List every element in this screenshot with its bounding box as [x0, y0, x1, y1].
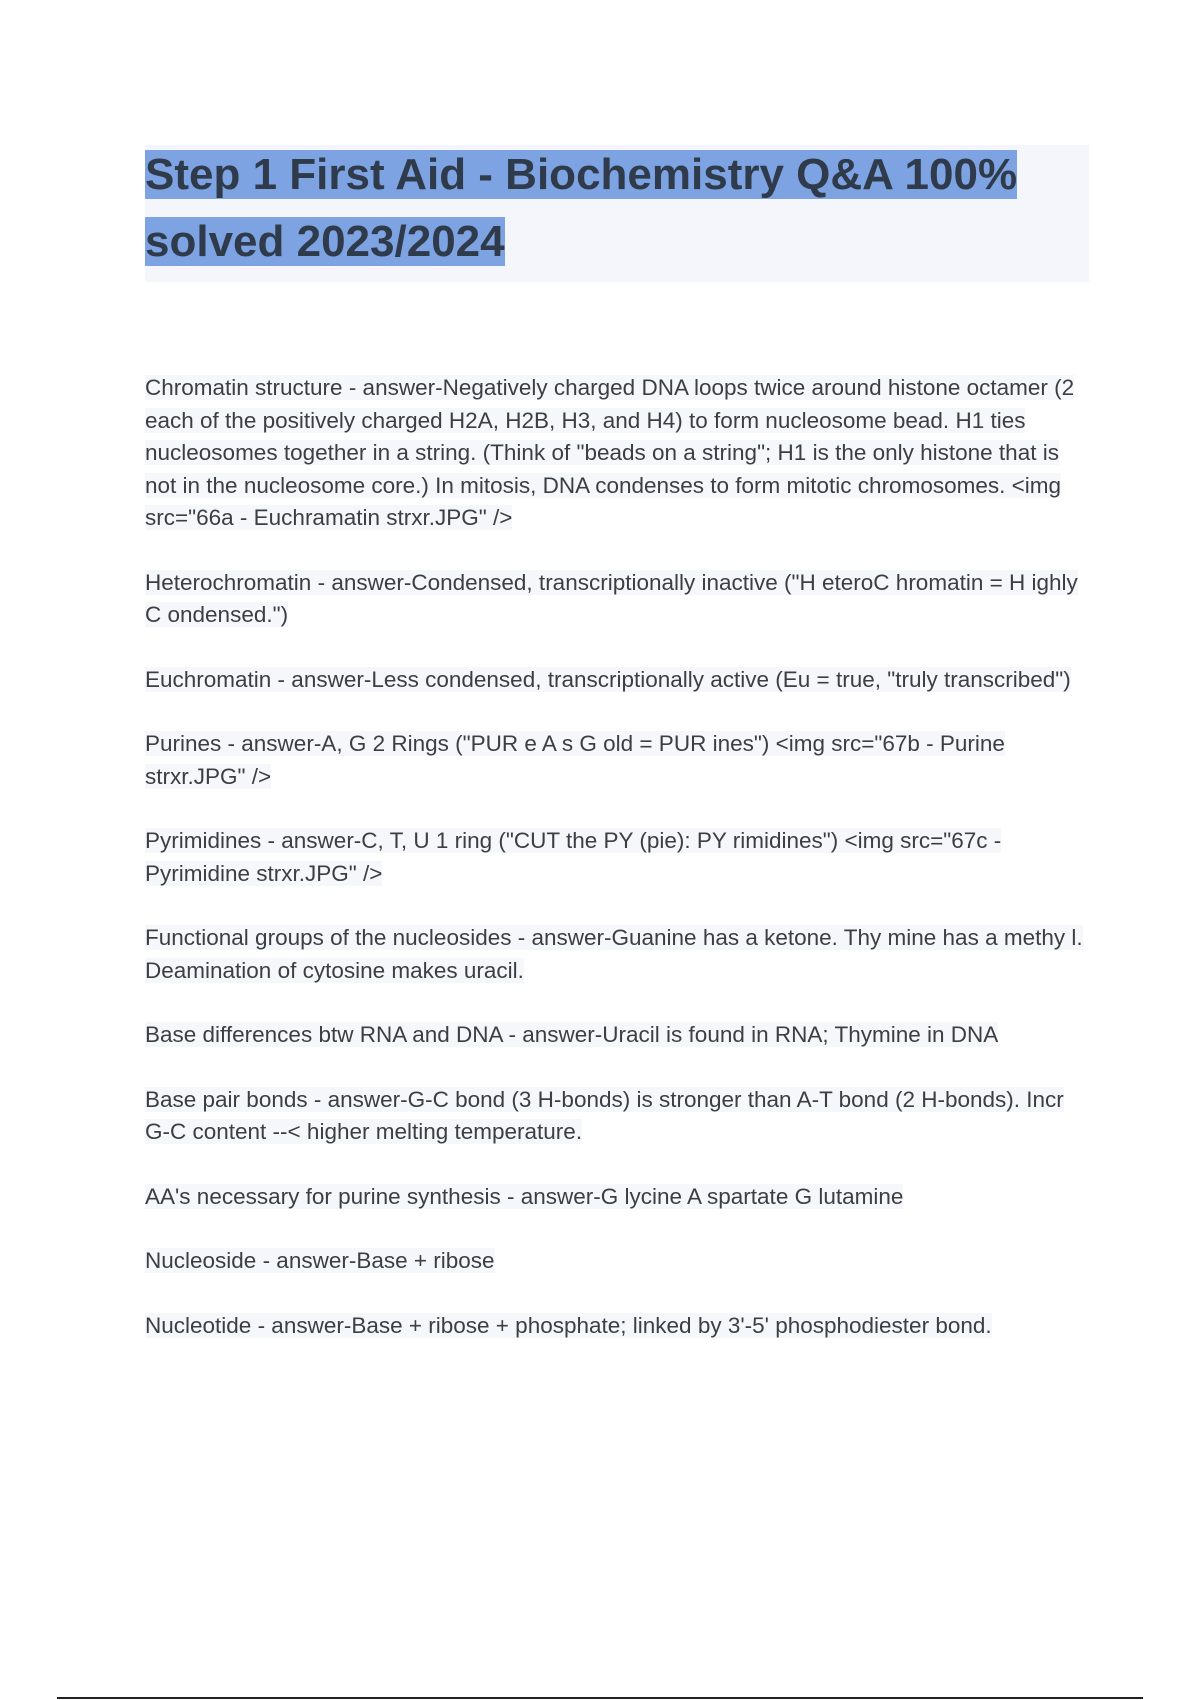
qa-item-functional-groups: Functional groups of the nucleosides - answer-Guanine has a ketone. Thy mine has a methy l. Deamination of cytosine makes uracil. — [145, 925, 1083, 983]
qa-item-nucleotide: Nucleotide - answer-Base + ribose + phosphate; linked by 3'-5' phosphodiester bond. — [145, 1312, 992, 1338]
qa-item-euchromatin: Euchromatin - answer-Less condensed, transcriptionally active (Eu = true, "truly transcribed") — [145, 666, 1071, 692]
qa-list — [145, 372, 1090, 1374]
document-title — [145, 141, 1085, 275]
qa-item-purine-synthesis-aa: AA's necessary for purine synthesis - answer-G lycine A spartate G lutamine — [145, 1183, 904, 1209]
qa-item-pyrimidines: Pyrimidines - answer-C, T, U 1 ring ("CUT the PY (pie): PY rimidines") <img src="67c - Pyrimidine strxr.JPG" /> — [145, 828, 1002, 886]
qa-item-purines: Purines - answer-A, G 2 Rings ("PUR e A s G old = PUR ines") <img src="67b - Purine strxr.JPG" /> — [145, 731, 1005, 789]
qa-item-chromatin-structure: Chromatin structure - answer-Negatively charged DNA loops twice around histone octamer (2 each of the positively charged H2A, H2B, H3, and H4) to form nucleosome bead. H1 ties nucleosomes together in a string. (Think of "beads on a string"; H1 is the only histone that is not in the nucleosome core.) In mitosis, DNA condenses to form mitotic chromosomes. <img src="66a - Euchramatin strxr.JPG" /> — [145, 375, 1075, 530]
page-bottom-rule — [57, 1697, 1143, 1699]
qa-item-heterochromatin: Heterochromatin - answer-Condensed, transcriptionally inactive ("H eteroC hromatin = H ighly C ondensed.") — [145, 569, 1078, 627]
qa-item-nucleoside: Nucleoside - answer-Base + ribose — [145, 1248, 495, 1273]
qa-item-base-pair-bonds: Base pair bonds - answer-G-C bond (3 H-bonds) is stronger than A-T bond (2 H-bonds). Incr G-C content --< higher melting temperature. — [145, 1086, 1064, 1144]
qa-item-base-differences: Base differences btw RNA and DNA - answer-Uracil is found in RNA; Thymine in DNA — [145, 1022, 999, 1047]
document-title-text[interactable]: Step 1 First Aid - Biochemistry Q&A 100% solved 2023/2024 — [145, 150, 1018, 266]
